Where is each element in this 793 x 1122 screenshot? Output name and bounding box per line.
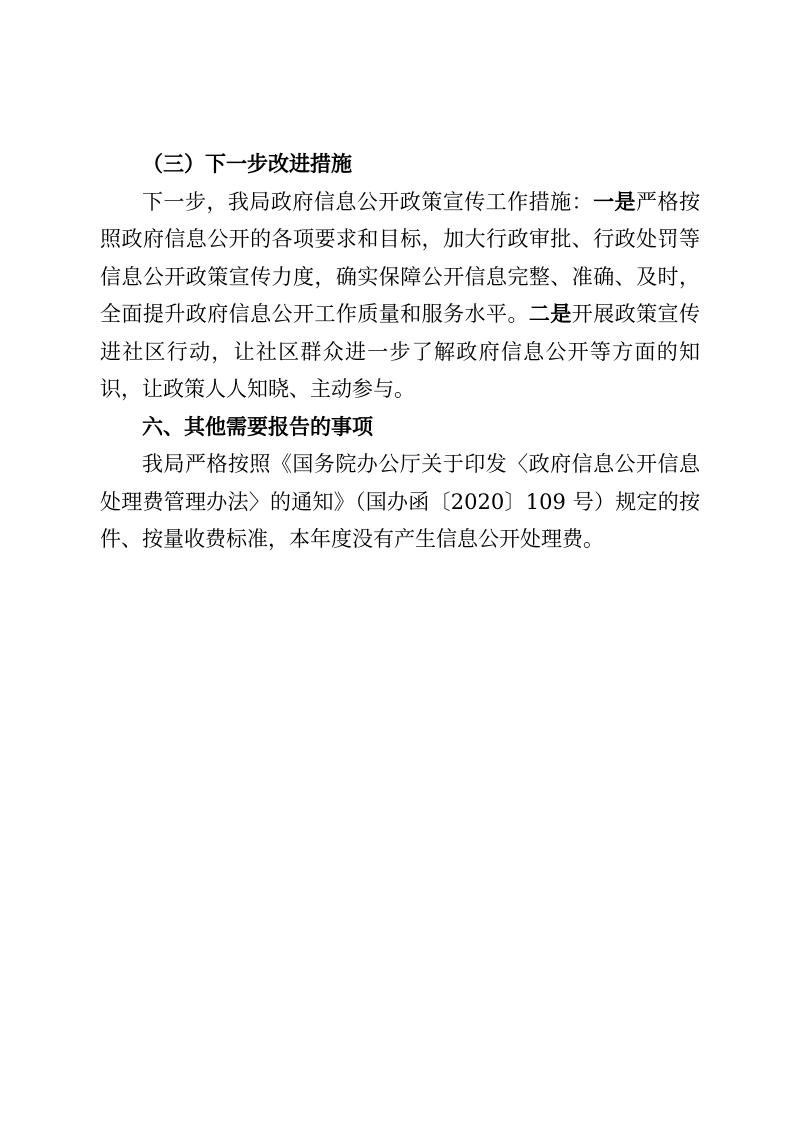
section-3-paragraph — [100, 184, 700, 409]
section-6-heading: 六、其他需要报告的事项 — [142, 414, 373, 439]
first-point-label: 一是 — [593, 189, 637, 214]
document-body — [100, 146, 700, 559]
second-point-text: 开展政策宣传进社区行动，让社区群众进一步了解政府信息公开等方面的知识，让政策人人知晓、主动参与。 — [100, 302, 701, 401]
measures-intro-text: 下一步，我局政府信息公开政策宣传工作措施： — [142, 189, 594, 214]
section-3-heading: （三）下一步改进措施 — [142, 152, 352, 176]
first-point-text: 严格按照政府信息公开的各项要求和目标，加大行政审批、行政处罚等信息公开政策宣传力度，确实保障公开信息完整、准确、及时，全面提升政府信息公开工作质量和服务水平。 — [100, 189, 701, 326]
second-point-label: 二是 — [528, 302, 572, 326]
section-6-paragraph: 我局严格按照《国务院办公厅关于印发〈政府信息公开信息处理费管理办法〉的通知》（国办函〔2020〕109 号）规定的按件、按量收费标准，本年度没有产生信息公开处理费。 — [100, 452, 700, 551]
